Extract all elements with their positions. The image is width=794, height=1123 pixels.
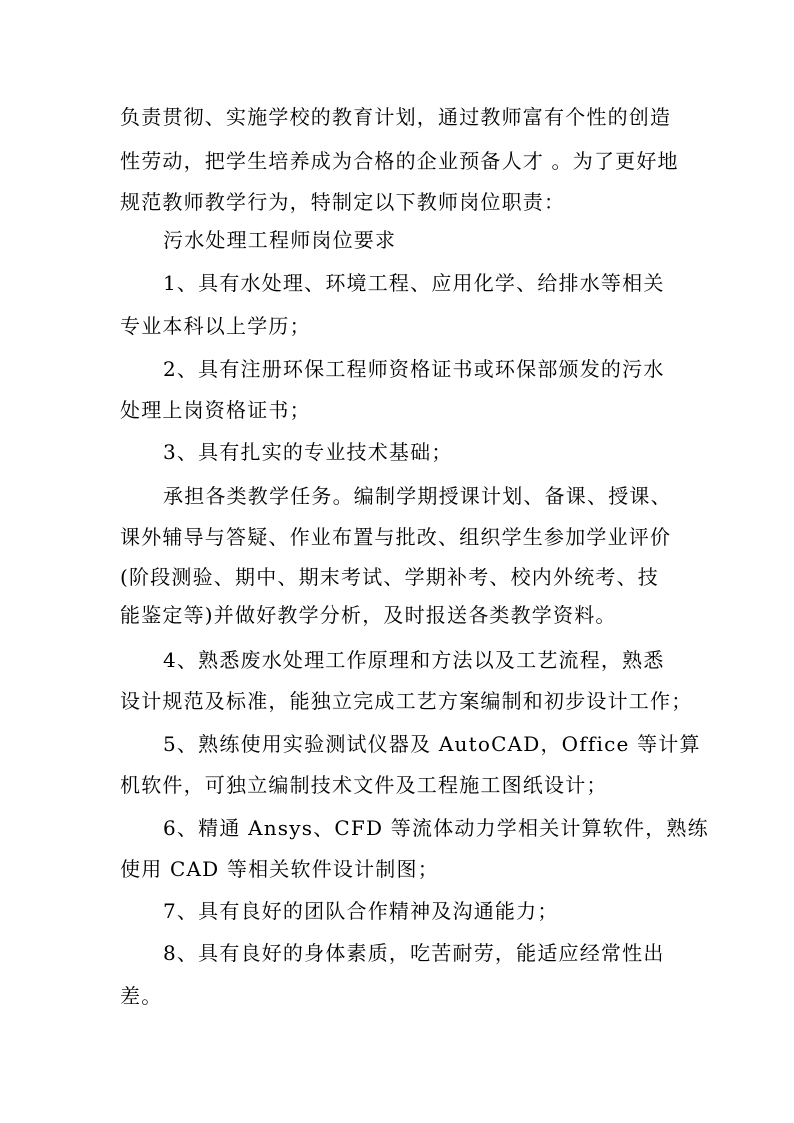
item-6-line-1: 6、精通 Ansys、CFD 等流体动力学相关计算软件，熟练 [163, 816, 709, 840]
duties-line-2: 课外辅导与答疑、作业布置与批改、组织学生参加学业评价 [120, 525, 672, 549]
item-2-line-1: 2、具有注册环保工程师资格证书或环保部颁发的污水 [163, 357, 665, 381]
item-8-line-2: 差。 [120, 984, 163, 1008]
item-1-line-1: 1、具有水处理、环境工程、应用化学、给排水等相关 [163, 271, 665, 295]
duties-line-4: 能鉴定等)并做好教学分析，及时报送各类教学资料。 [120, 603, 617, 627]
item-4-line-2: 设计规范及标准，能独立完成工艺方案编制和初步设计工作； [120, 689, 693, 713]
item-1-line-2: 专业本科以上学历； [120, 314, 311, 338]
duties-line-1: 承担各类教学任务。编制学期授课计划、备课、授课、 [163, 484, 672, 508]
intro-line-3: 规范教师教学行为，特制定以下教师岗位职责： [120, 190, 566, 214]
section-title: 污水处理工程师岗位要求 [163, 228, 397, 252]
intro-line-1: 负责贯彻、实施学校的教育计划，通过教师富有个性的创造 [120, 105, 672, 129]
item-8-line-1: 8、具有良好的身体素质，吃苦耐劳，能适应经常性出 [163, 941, 665, 965]
item-6-line-2: 使用 CAD 等相关软件设计制图； [120, 857, 439, 881]
item-5-line-1: 5、熟练使用实验测试仪器及 AutoCAD，Office 等计算 [163, 732, 701, 756]
item-2-line-2: 处理上岗资格证书； [120, 398, 311, 422]
duties-line-3: (阶段测验、期中、期末考试、学期补考、校内外统考、技 [120, 565, 660, 589]
intro-line-2: 性劳动，把学生培养成为合格的企业预备人才 。为了更好地 [120, 149, 679, 173]
item-3-line-1: 3、具有扎实的专业技术基础； [163, 440, 453, 464]
item-4-line-1: 4、熟悉废水处理工作原理和方法以及工艺流程，熟悉 [163, 648, 665, 672]
item-5-line-2: 机软件，可独立编制技术文件及工程施工图纸设计； [120, 773, 608, 797]
item-7-line-1: 7、具有良好的团队合作精神及沟通能力； [163, 899, 559, 923]
